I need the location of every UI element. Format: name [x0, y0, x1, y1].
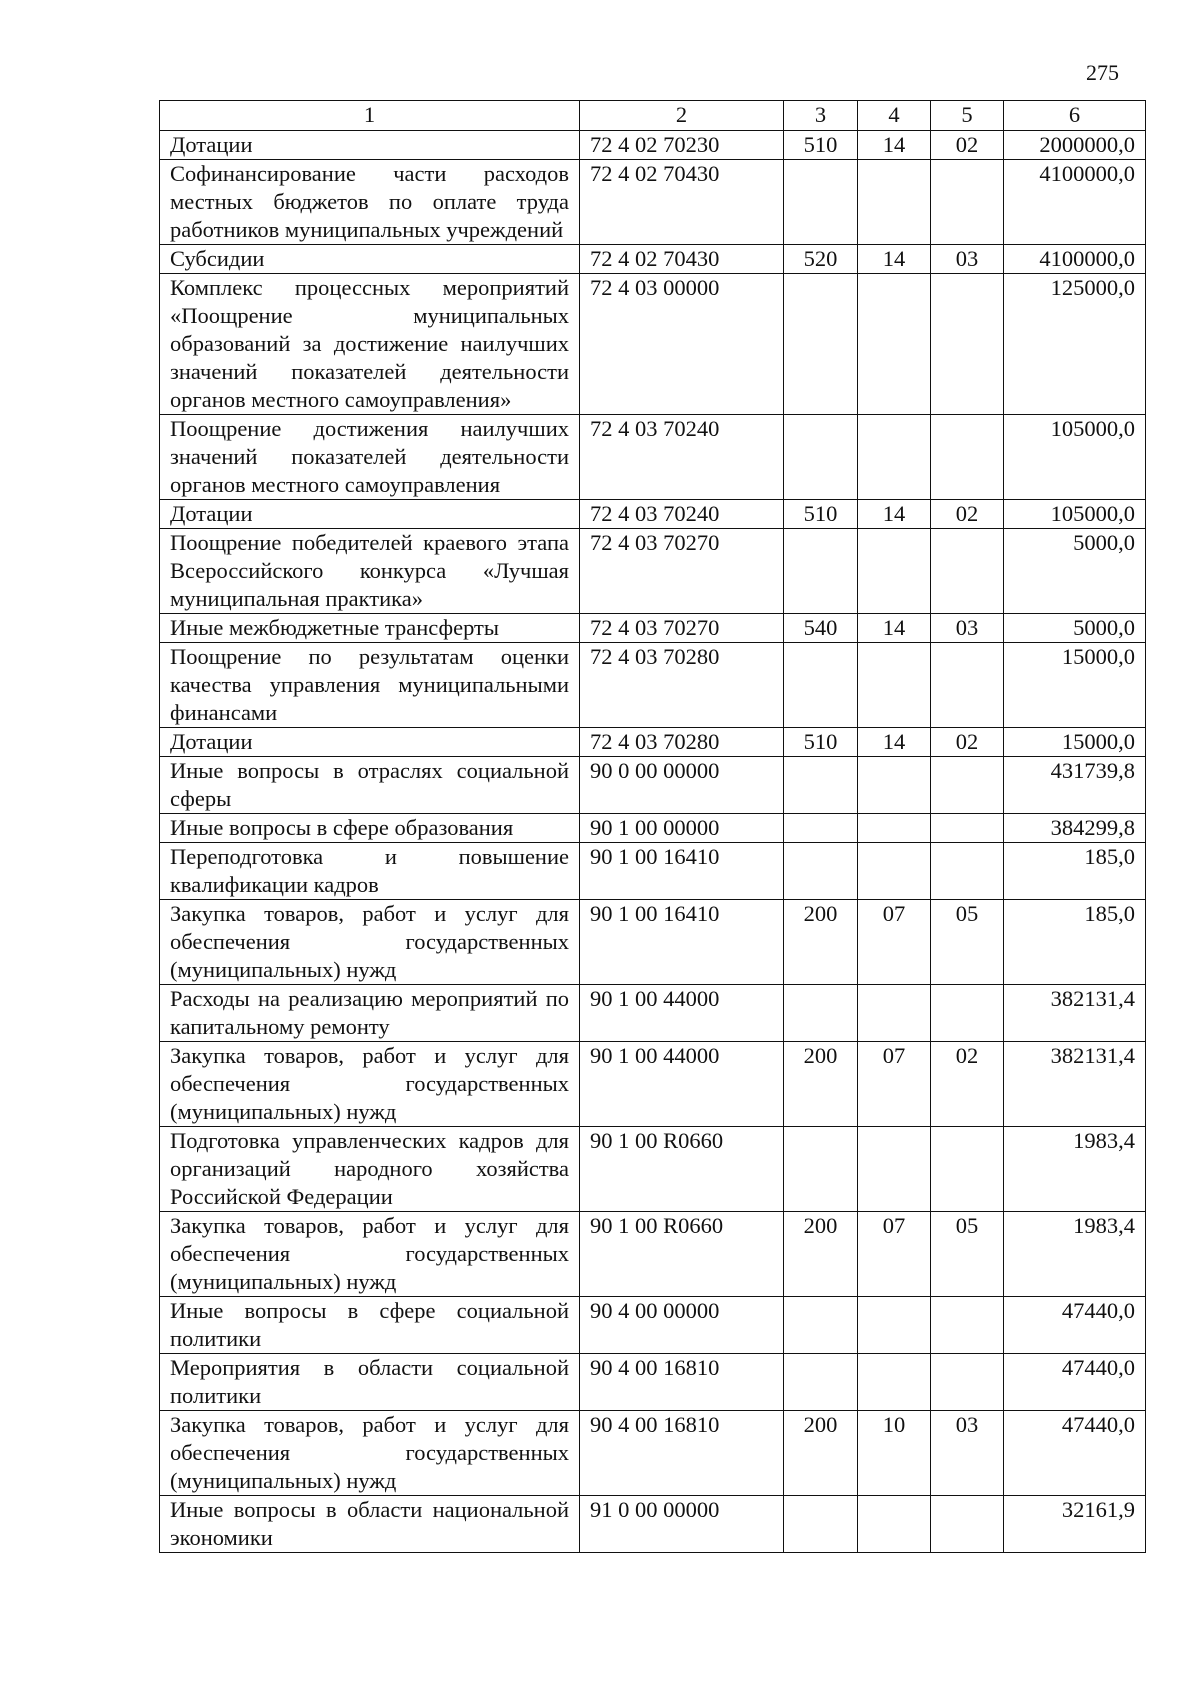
row-code-cell: 90 1 00 00000	[580, 814, 784, 843]
row-name-cell: Софинансирование части расходов местных бюджетов по оплате труда работников муниципальных учреждений	[160, 160, 580, 245]
row-rz-cell: 14	[858, 614, 931, 643]
row-rz-cell	[858, 1297, 931, 1354]
row-vr-cell	[784, 985, 858, 1042]
row-amount-cell: 4100000,0	[1004, 245, 1146, 274]
row-name-cell: Подготовка управленческих кадров для организаций народного хозяйства Российской Федерации	[160, 1127, 580, 1212]
row-amount-cell: 382131,4	[1004, 1042, 1146, 1127]
row-vr-cell	[784, 814, 858, 843]
row-amount-cell: 382131,4	[1004, 985, 1146, 1042]
row-name-cell: Закупка товаров, работ и услуг для обеспечения государственных (муниципальных) нужд	[160, 900, 580, 985]
row-name-cell: Иные вопросы в сфере социальной политики	[160, 1297, 580, 1354]
row-amount-cell: 32161,9	[1004, 1496, 1146, 1553]
table-row	[160, 814, 1146, 843]
column-header-4: 4	[858, 101, 931, 131]
row-pr-cell	[931, 1297, 1004, 1354]
row-rz-cell	[858, 843, 931, 900]
row-rz-cell: 07	[858, 900, 931, 985]
row-pr-cell: 03	[931, 1411, 1004, 1496]
row-vr-cell: 200	[784, 1212, 858, 1297]
row-rz-cell: 10	[858, 1411, 931, 1496]
table-row	[160, 160, 1146, 245]
row-name-cell: Дотации	[160, 728, 580, 757]
row-rz-cell: 07	[858, 1212, 931, 1297]
row-name-cell: Закупка товаров, работ и услуг для обеспечения государственных (муниципальных) нужд	[160, 1212, 580, 1297]
row-vr-cell	[784, 160, 858, 245]
row-amount-cell: 105000,0	[1004, 415, 1146, 500]
row-rz-cell: 07	[858, 1042, 931, 1127]
row-vr-cell	[784, 1496, 858, 1553]
row-amount-cell: 47440,0	[1004, 1411, 1146, 1496]
row-pr-cell	[931, 757, 1004, 814]
row-code-cell: 90 1 00 44000	[580, 985, 784, 1042]
budget-table	[159, 100, 1146, 1553]
row-code-cell: 91 0 00 00000	[580, 1496, 784, 1553]
row-code-cell: 72 4 03 70240	[580, 500, 784, 529]
row-vr-cell	[784, 1127, 858, 1212]
row-name-cell: Мероприятия в области социальной политики	[160, 1354, 580, 1411]
row-name-cell: Переподготовка и повышение квалификации кадров	[160, 843, 580, 900]
table-row	[160, 529, 1146, 614]
row-name-cell: Иные межбюджетные трансферты	[160, 614, 580, 643]
row-rz-cell	[858, 274, 931, 415]
row-pr-cell	[931, 160, 1004, 245]
row-rz-cell	[858, 643, 931, 728]
row-name-cell: Дотации	[160, 131, 580, 160]
table-row	[160, 728, 1146, 757]
row-pr-cell	[931, 814, 1004, 843]
row-code-cell: 72 4 02 70430	[580, 160, 784, 245]
row-rz-cell	[858, 415, 931, 500]
row-amount-cell: 47440,0	[1004, 1354, 1146, 1411]
row-pr-cell	[931, 415, 1004, 500]
row-name-cell: Закупка товаров, работ и услуг для обеспечения государственных (муниципальных) нужд	[160, 1411, 580, 1496]
row-vr-cell	[784, 843, 858, 900]
row-amount-cell: 431739,8	[1004, 757, 1146, 814]
table-row	[160, 614, 1146, 643]
row-code-cell: 72 4 02 70430	[580, 245, 784, 274]
row-code-cell: 90 1 00 16410	[580, 843, 784, 900]
row-amount-cell: 15000,0	[1004, 643, 1146, 728]
row-rz-cell	[858, 1496, 931, 1553]
row-vr-cell	[784, 1297, 858, 1354]
table-row	[160, 843, 1146, 900]
row-code-cell: 90 4 00 00000	[580, 1297, 784, 1354]
row-pr-cell	[931, 643, 1004, 728]
row-rz-cell	[858, 814, 931, 843]
row-vr-cell	[784, 757, 858, 814]
row-pr-cell: 02	[931, 728, 1004, 757]
row-name-cell: Комплекс процессных мероприятий «Поощрение муниципальных образований за достижение наилучших значений показателей деятельности органов местного самоуправления»	[160, 274, 580, 415]
row-rz-cell: 14	[858, 728, 931, 757]
row-code-cell: 90 4 00 16810	[580, 1354, 784, 1411]
row-rz-cell	[858, 160, 931, 245]
row-vr-cell	[784, 415, 858, 500]
row-vr-cell: 510	[784, 728, 858, 757]
row-pr-cell	[931, 274, 1004, 415]
row-name-cell: Иные вопросы в отраслях социальной сферы	[160, 757, 580, 814]
table-row	[160, 131, 1146, 160]
row-amount-cell: 105000,0	[1004, 500, 1146, 529]
table-row	[160, 900, 1146, 985]
row-pr-cell: 02	[931, 131, 1004, 160]
row-rz-cell	[858, 529, 931, 614]
row-rz-cell: 14	[858, 245, 931, 274]
row-vr-cell: 200	[784, 1042, 858, 1127]
table-row	[160, 1042, 1146, 1127]
row-name-cell: Субсидии	[160, 245, 580, 274]
row-vr-cell: 200	[784, 1411, 858, 1496]
row-amount-cell: 185,0	[1004, 843, 1146, 900]
row-vr-cell: 520	[784, 245, 858, 274]
row-vr-cell	[784, 274, 858, 415]
row-code-cell: 90 1 00 R0660	[580, 1212, 784, 1297]
row-vr-cell	[784, 529, 858, 614]
row-pr-cell	[931, 1496, 1004, 1553]
row-code-cell: 90 4 00 16810	[580, 1411, 784, 1496]
row-amount-cell: 1983,4	[1004, 1212, 1146, 1297]
row-code-cell: 90 0 00 00000	[580, 757, 784, 814]
table-row	[160, 1127, 1146, 1212]
row-pr-cell: 05	[931, 900, 1004, 985]
row-name-cell: Закупка товаров, работ и услуг для обеспечения государственных (муниципальных) нужд	[160, 1042, 580, 1127]
row-amount-cell: 5000,0	[1004, 529, 1146, 614]
row-amount-cell: 47440,0	[1004, 1297, 1146, 1354]
row-pr-cell	[931, 529, 1004, 614]
row-amount-cell: 384299,8	[1004, 814, 1146, 843]
row-rz-cell	[858, 985, 931, 1042]
table-body	[160, 131, 1146, 1553]
row-amount-cell: 15000,0	[1004, 728, 1146, 757]
row-rz-cell	[858, 757, 931, 814]
row-pr-cell: 05	[931, 1212, 1004, 1297]
table-row	[160, 1496, 1146, 1553]
row-code-cell: 72 4 03 70270	[580, 614, 784, 643]
row-rz-cell: 14	[858, 131, 931, 160]
row-code-cell: 90 1 00 16410	[580, 900, 784, 985]
row-amount-cell: 2000000,0	[1004, 131, 1146, 160]
column-header-1: 1	[160, 101, 580, 131]
table-row	[160, 1212, 1146, 1297]
column-header-5: 5	[931, 101, 1004, 131]
row-vr-cell: 510	[784, 500, 858, 529]
row-code-cell: 90 1 00 44000	[580, 1042, 784, 1127]
column-header-2: 2	[580, 101, 784, 131]
row-name-cell: Поощрение по результатам оценки качества управления муниципальными финансами	[160, 643, 580, 728]
row-rz-cell	[858, 1354, 931, 1411]
row-name-cell: Расходы на реализацию мероприятий по капитальному ремонту	[160, 985, 580, 1042]
row-vr-cell: 540	[784, 614, 858, 643]
row-pr-cell	[931, 1354, 1004, 1411]
row-vr-cell	[784, 1354, 858, 1411]
row-vr-cell: 200	[784, 900, 858, 985]
row-pr-cell: 02	[931, 1042, 1004, 1127]
row-code-cell: 72 4 03 70280	[580, 728, 784, 757]
table-row	[160, 245, 1146, 274]
row-pr-cell	[931, 843, 1004, 900]
row-rz-cell	[858, 1127, 931, 1212]
row-pr-cell: 02	[931, 500, 1004, 529]
row-pr-cell: 03	[931, 245, 1004, 274]
column-header-3: 3	[784, 101, 858, 131]
row-pr-cell	[931, 1127, 1004, 1212]
row-amount-cell: 125000,0	[1004, 274, 1146, 415]
row-name-cell: Дотации	[160, 500, 580, 529]
row-amount-cell: 4100000,0	[1004, 160, 1146, 245]
row-code-cell: 90 1 00 R0660	[580, 1127, 784, 1212]
table-row	[160, 985, 1146, 1042]
row-amount-cell: 1983,4	[1004, 1127, 1146, 1212]
row-name-cell: Поощрение победителей краевого этапа Всероссийского конкурса «Лучшая муниципальная практика»	[160, 529, 580, 614]
row-amount-cell: 5000,0	[1004, 614, 1146, 643]
row-rz-cell: 14	[858, 500, 931, 529]
table-row	[160, 643, 1146, 728]
row-code-cell: 72 4 03 70280	[580, 643, 784, 728]
table-row	[160, 1354, 1146, 1411]
column-header-6: 6	[1004, 101, 1146, 131]
table-row	[160, 1297, 1146, 1354]
table-row	[160, 274, 1146, 415]
row-code-cell: 72 4 03 00000	[580, 274, 784, 415]
row-vr-cell: 510	[784, 131, 858, 160]
row-amount-cell: 185,0	[1004, 900, 1146, 985]
row-name-cell: Иные вопросы в области национальной экономики	[160, 1496, 580, 1553]
table-row	[160, 757, 1146, 814]
row-pr-cell: 03	[931, 614, 1004, 643]
header-row	[160, 101, 1146, 131]
row-code-cell: 72 4 02 70230	[580, 131, 784, 160]
row-code-cell: 72 4 03 70240	[580, 415, 784, 500]
table-row	[160, 500, 1146, 529]
page-number: 275	[1086, 60, 1119, 85]
table-row	[160, 1411, 1146, 1496]
row-name-cell: Поощрение достижения наилучших значений показателей деятельности органов местного самоуправления	[160, 415, 580, 500]
row-vr-cell	[784, 643, 858, 728]
table-row	[160, 415, 1146, 500]
row-name-cell: Иные вопросы в сфере образования	[160, 814, 580, 843]
row-code-cell: 72 4 03 70270	[580, 529, 784, 614]
row-pr-cell	[931, 985, 1004, 1042]
